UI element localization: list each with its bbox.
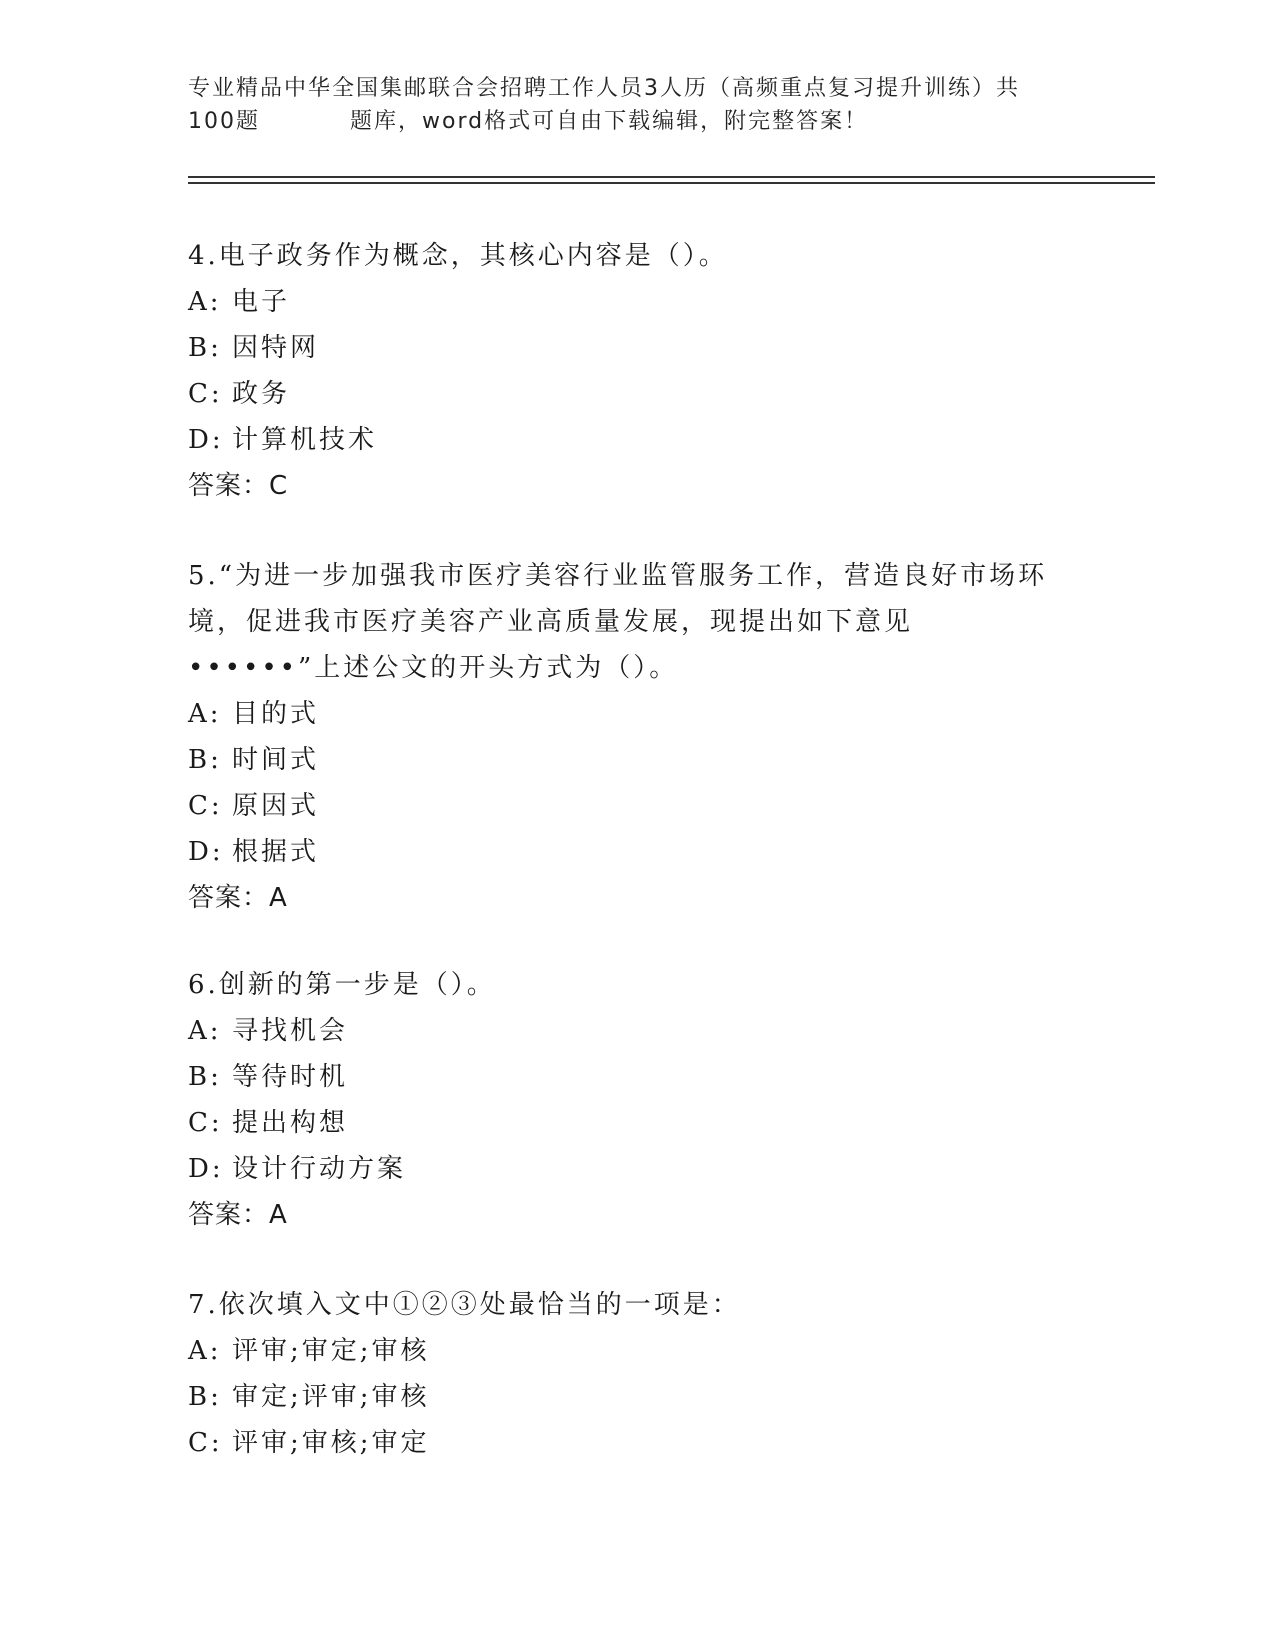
header-description: 题库，word格式可自由下载编辑，附完整答案！ — [350, 109, 869, 134]
option-d: D: 根据式 — [188, 837, 320, 867]
question-stem-line-3: ••••••”上述公文的开头方式为（）。 — [188, 653, 679, 683]
header-line-1: 专业精品中华全国集邮联合会招聘工作人员3人历（高频重点复习提升训练）共 — [188, 76, 1020, 101]
option-d: D: 计算机技术 — [188, 425, 378, 455]
header-count: 100题 — [188, 109, 260, 134]
option-a: A: 目的式 — [188, 699, 320, 729]
answer: 答案：A — [188, 883, 288, 913]
question-7 — [188, 1282, 1088, 1466]
answer: 答案：C — [188, 471, 289, 501]
option-b: B: 审定;评审;审核 — [188, 1382, 430, 1412]
question-stem: 6.创新的第一步是（）。 — [188, 970, 496, 1000]
header-rule-top — [188, 176, 1155, 178]
option-c: C: 原因式 — [188, 791, 320, 821]
answer: 答案：A — [188, 1200, 288, 1230]
option-a: A: 电子 — [188, 287, 291, 317]
option-b: B: 因特网 — [188, 333, 320, 363]
document-header — [188, 72, 1088, 138]
header-line-2 — [188, 105, 1088, 138]
question-4 — [188, 233, 1088, 509]
question-stem-line-2: 境，促进我市医疗美容产业高质量发展，现提出如下意见 — [188, 607, 914, 637]
option-d: D: 设计行动方案 — [188, 1154, 407, 1184]
option-c: C: 提出构想 — [188, 1108, 349, 1138]
option-a: A: 寻找机会 — [188, 1016, 349, 1046]
option-b: B: 等待时机 — [188, 1062, 349, 1092]
question-stem: 7.依次填入文中①②③处最恰当的一项是： — [188, 1290, 741, 1320]
question-6 — [188, 962, 1088, 1238]
option-c: C: 评审;审核;审定 — [188, 1428, 430, 1458]
option-a: A: 评审;审定;审核 — [188, 1336, 430, 1366]
option-b: B: 时间式 — [188, 745, 320, 775]
option-c: C: 政务 — [188, 379, 291, 409]
question-stem-line-1: 5.“为进一步加强我市医疗美容行业监管服务工作，营造良好市场环 — [188, 561, 1048, 591]
header-rule-bottom — [188, 182, 1155, 184]
question-5 — [188, 553, 1088, 921]
question-stem: 4.电子政务作为概念，其核心内容是（）。 — [188, 241, 728, 271]
